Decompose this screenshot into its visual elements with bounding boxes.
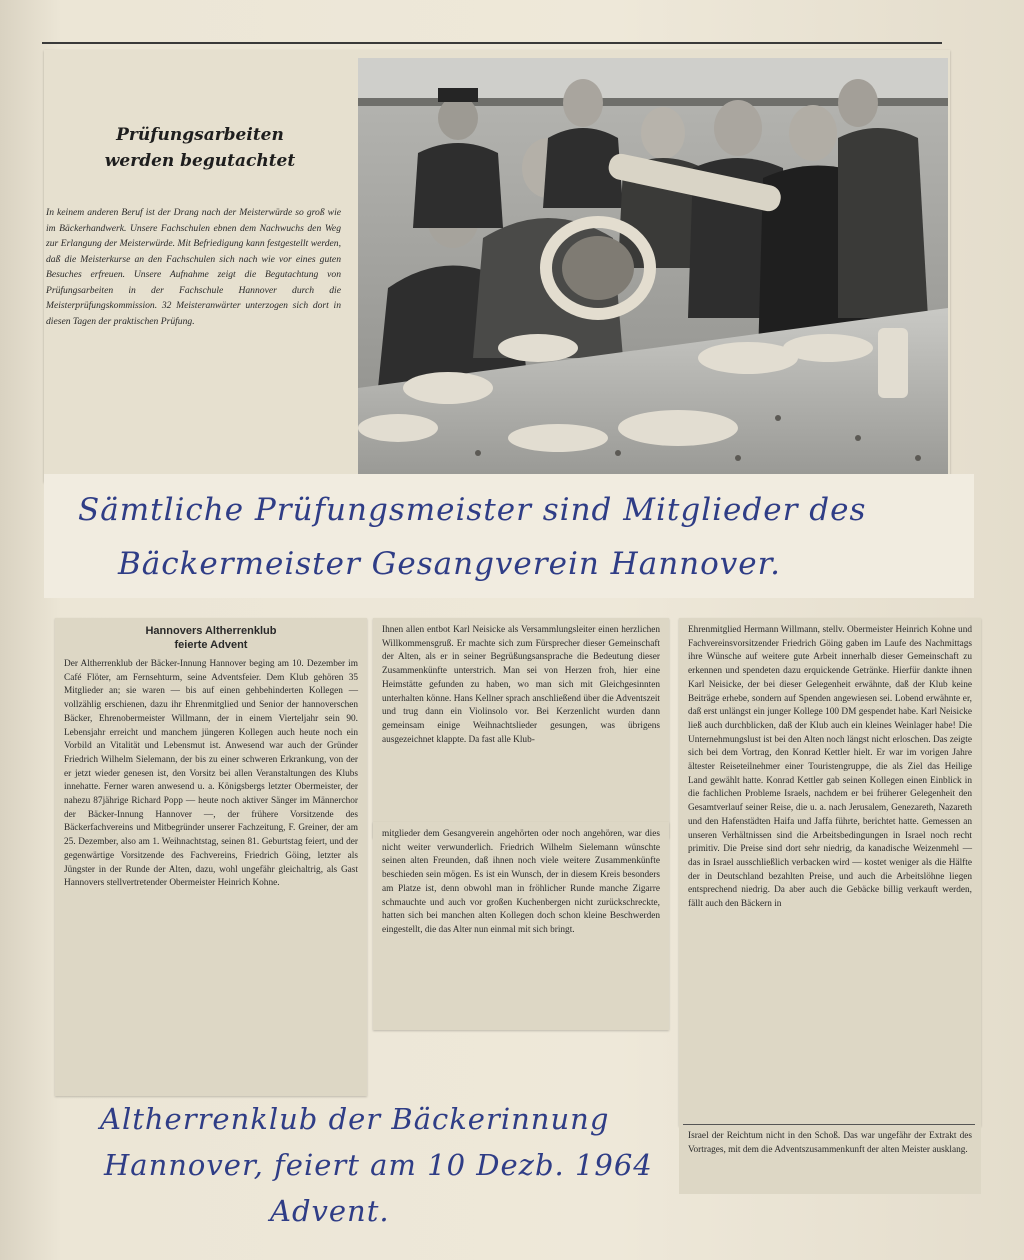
- handwritten-note-2-line-3: Advent.: [270, 1194, 390, 1228]
- column-3-divider: [683, 1124, 975, 1125]
- handwritten-note-2-line-1: Altherrenklub der Bäckerinnung: [100, 1102, 610, 1136]
- article-title-line-2: feierte Advent: [174, 639, 248, 651]
- handwritten-note-1-line-2: Bäckermeister Gesangverein Hannover.: [118, 546, 781, 582]
- article-column-1: [55, 618, 367, 1096]
- clipping-headline: [70, 122, 330, 174]
- handwritten-note-1-line-1: Sämtliche Prüfungsmeister sind Mitglieder des: [78, 492, 867, 528]
- photo-exam-inspection: [358, 58, 948, 474]
- article-column-2-top: [373, 618, 669, 838]
- article-column-3-text: Ehrenmitglied Hermann Willmann, stellv. Obermeister Heinrich Kohne und Fachvereinsvorsitzender Friedrich Göing gaben im Laufe des Nachmittags ihre Wünsche auf weitere gute Arbeit innerhalb dieser Gemeinschaft zu erkennen und spendeten dazu erquickende Getränke. Hierfür dankte ihnen Karl Neisicke, der bei dieser Gelegenheit erwähnte, daß der Klub keine Beiträge erhebe, sondern auf Spenden angewiesen sei. Lobend erwähnte er, daß erst unlängst ein junger Kollege 100 DM gespendet habe. Karl Neisicke ließ auch durchblicken, daß der Klub auch ein kleines Weinlager habe! Die Unternehmungslust ist bei den Alten noch längst nicht erloschen. Das zeigte sich bei dem Vortrag, den Konrad Kettler hielt. Er war im vorigen Jahre ältester Reiseteilnehmer einer Touristengruppe, die als Ziel das Heilige Land gewählt hatte. Konrad Kettler gab seinen Kollegen einen Einblick in die fachlichen Probleme Israels, nachdem er bei früherer Gelegenheit den Gesamtverlauf seiner Reise, die u. a. nach Jerusalem, Genezareth, Nazareth und den Hafenstädten Haifa und Jaffa führte, berichtet hatte. Gemessen an unseren Verhältnissen sind die Arbeitsbedingungen in Israel noch recht primitiv. Die Preise sind dort sehr niedrig, da kanadische Weizenmehl — das in Israel ausschließlich verbacken wird — kostet weniger als die Hälfte der in Deutschland bezahlten Preise, und auch die Arbeitslöhne liegen entsprechend niedrig. Da aber auch die Gebäcke billig verkauft werden, fällt auch den Bäckern in: [688, 625, 972, 910]
- article-column-2-top-text: Ihnen allen entbot Karl Neisicke als Versammlungsleiter einen herzlichen Willkommensgruß. Er machte sich zum Fürsprecher dieser Gemeinschaft der Alten, als er in seiner Begrüßungsansprache die Bedeutung dieser Zusammenkünfte unterstrich. Man sei von Herzen froh, hier eine Heimstätte gefunden zu haben, wo man sich mit Gleichgesinnten unterhalten könne. Hans Kellner sprach anschließend über die Adventszeit und trug dann ein Violinsolo vor. Bei Kerzenlicht wurden dann gemeinsam einige Weihnachtslieder gesungen, was übrigens ausgezeichnet klappte. Da fast alle Klub-: [382, 625, 660, 745]
- article-column-3-tail: Israel der Reichtum nicht in den Schoß. Das war ungefähr der Extrakt des Vortrages, mit dem die Adventszusammenkunft der alten Meister ausklang.: [679, 1124, 981, 1194]
- article-column-2-bottom: [373, 822, 669, 1030]
- clipping-teaser: In keinem anderen Beruf ist der Drang nach der Meisterwürde so groß wie im Bäckerhandwerk. Unsere Fachschulen ebnen dem Nachwuchs den Weg zur Erlangung der Meisterwürde. Mit Befriedigung kann festgestellt werden, daß die Meisterkurse an den Fachschulen sich nach wie vor eines guten Besuches erfreuen. Unsere Aufnahme zeigt die Begutachtung von Prüfungsarbeiten in der Fachschule Hannover durch die Meisterprüfungskommission. 32 Meisteranwärter unterzogen sich dort in diesen Tagen der praktischen Prüfung.: [46, 207, 341, 327]
- article-column-3: [679, 618, 981, 1126]
- article-column-1-text: Der Altherrenklub der Bäcker-Innung Hannover beging am 10. Dezember im Café Flöter, am Fernsehturm, seine Adventsfeier. Dem Klub gehören 35 Mitglieder an; sie waren — bis auf einen gehbehinderten Kollegen — vollzählig erschienen, dazu ihr Ehrenmitglied und Senior der hannoverschen Bäcker, Ehrenobermeister Willmann, der in einem Vierteljahr sein 90. Lebensjahr erreicht und manchem jüngeren Kollegen auch heute noch ein Vorbild an Vitalität und Lebensmut ist. Anwesend war auch der Gründer Friedrich Wilhelm Sielemann, der bis zu einer schweren Erkrankung, von der er jetzt wieder genesen ist, den Vorsitz bei allen Veranstaltungen des Klubs innehatte. Ferner waren anwesend u. a. Königsbergs letzter Obermeister, der nahezu 87jährige Richard Popp — heute noch aktiver Sänger im Männerchor der Bäcker-Innung Hannover —, der frühere Vorsitzende des Bäckerfachvereins und Mitbegründer unserer Fachzeitung, F. Greiner, der am 25. Dezember, also am 1. Weihnachtstag, seinen 81. Geburtstag feiert, und der gegenwärtige Vorsitzende des Fachvereins, Friedrich Göing, letzter als Jüngster in der Runde der Alten, dazu, wohl ungefähr gleichaltrig, als Gast Hannovers stellvertretender Obermeister Heinrich Kohne.: [64, 659, 358, 889]
- headline-line-2: werden begutachtet: [104, 151, 296, 171]
- handwritten-note-2-line-2: Hannover, feiert am 10 Dezb. 1964: [104, 1148, 653, 1182]
- headline-line-1: Prüfungsarbeiten: [116, 125, 284, 145]
- photo-illustration: [358, 58, 948, 474]
- article-column-2-bottom-text: mitglieder dem Gesangverein angehörten oder noch angehören, war dies nicht weiter verwunderlich. Friedrich Wilhelm Sielemann wünschte seinen alten Freunden, daß ihnen noch viele weitere Zusammenkünfte beschieden sein mögen. Es ist ein Wunsch, der in diesem Kreis besonders am Platze ist, denn obwohl man in fröhlicher Runde manche Zigarre schmauchte und auch vor großen Kuchenbergen nicht zurückschreckte, hatten sich bei manchen alten Kollegen doch schon kleine Beschwerden eingestellt, die das Alter nun einmal mit sich bringt.: [382, 829, 660, 935]
- article-title: [64, 624, 358, 652]
- article-title-line-1: Hannovers Altherrenklub: [145, 625, 277, 637]
- top-rule: [42, 42, 942, 44]
